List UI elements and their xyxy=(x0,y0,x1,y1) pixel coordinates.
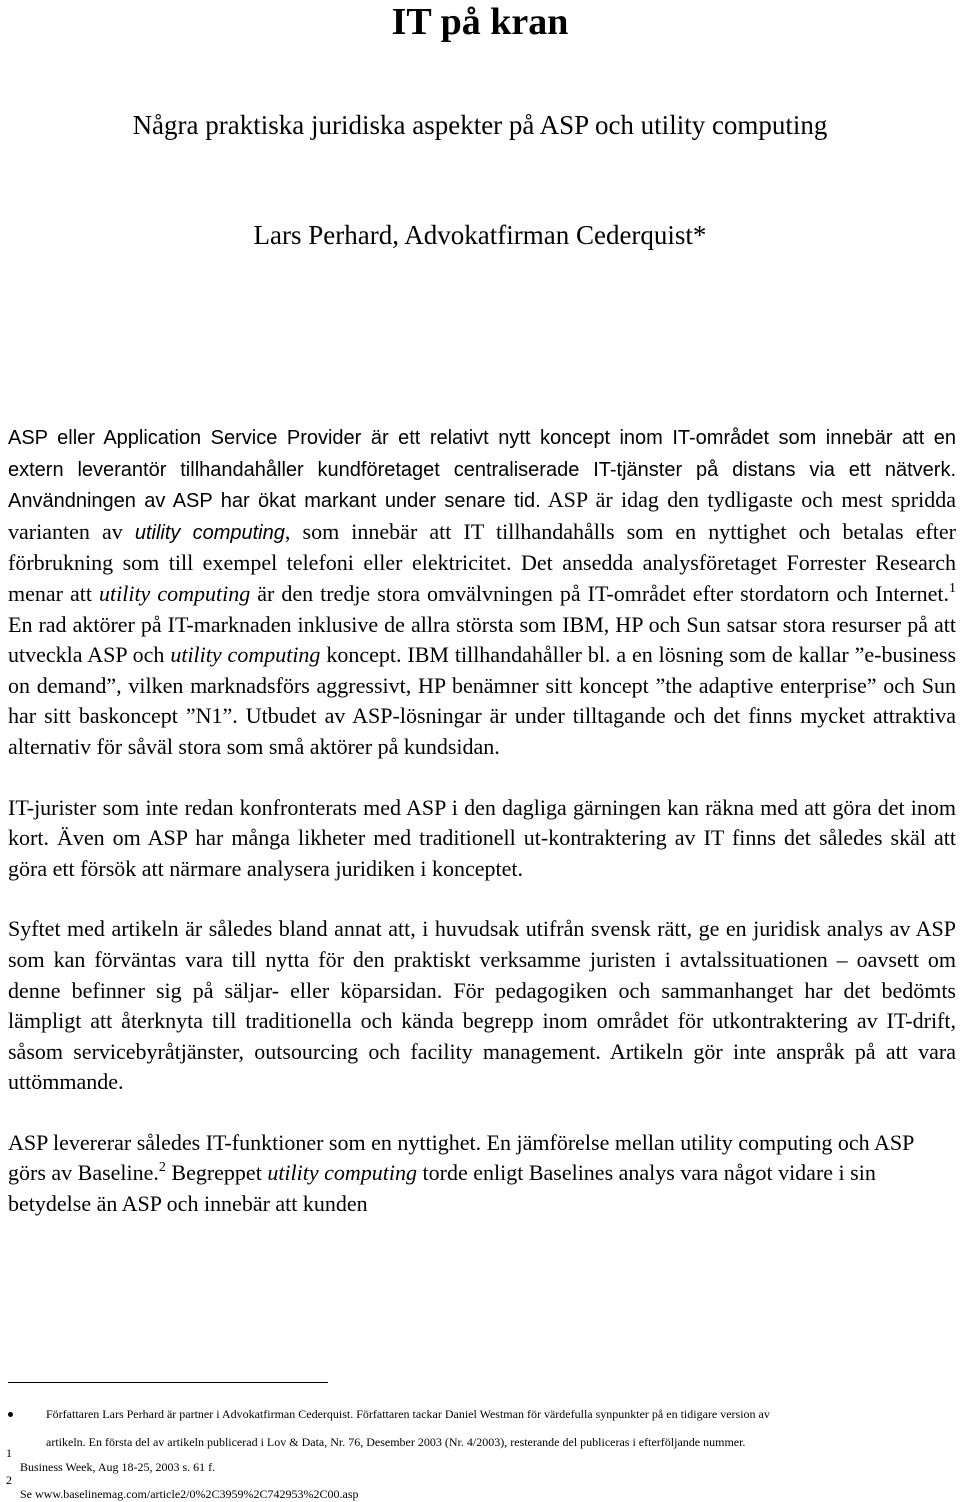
text-segment: är den tredje stora omvälvningen på IT-området efter stordatorn och Internet. xyxy=(257,580,950,606)
footnote-2: Se www.baselinemag.com/article2/0%2C3959%2C742953%2C00.asp xyxy=(20,1487,359,1501)
text-segment: Det ansedda analysföretaget Forrester Research menar att xyxy=(8,550,957,606)
emphasis-utility-computing: utility computing xyxy=(170,642,321,668)
article-author: Lars Perhard, Advokatfirman Cederquist* xyxy=(253,220,707,250)
text-segment: ASP är idag den tydligaste och mest spridda varianten av xyxy=(8,487,956,544)
paragraph-4 xyxy=(8,1128,956,1220)
text-segment: Begreppet xyxy=(171,1160,262,1186)
author-footnote-line-2: artikeln. En första del av artikeln publicerad i Lov & Data, Nr. 76, Desember 2003 (Nr. 4/2003), resterande del publiceras i efterföljande nummer. xyxy=(46,1435,746,1449)
footnote-1: Business Week, Aug 18-25, 2003 s. 61 f. xyxy=(20,1460,216,1474)
bullet-icon xyxy=(8,1412,13,1417)
article-title: IT på kran xyxy=(391,1,569,43)
text-segment: ASP levererar således IT-funktioner som en nyttighet. En jämförelse mellan utility computing och ASP görs av Baseline. xyxy=(8,1129,914,1186)
footnote-number-2: 2 xyxy=(6,1473,12,1487)
text-segment: En rad aktörer på IT-marknaden inklusive de allra största som IBM, HP och Sun satsar stora resurser på att utveckla ASP och xyxy=(8,611,956,668)
article-body xyxy=(8,422,956,1220)
text-segment: koncept. IBM tillhandahåller bl. a en lösning som de kallar ”e-business on demand”, vilken marknadsförs aggressivt, HP benämner sitt koncept ”the adaptive enterprise” och Sun har sitt baskoncept ”N1”. Utbudet av ASP-lösningar är under tilltagande och det finns mycket attraktiva alternativ för såväl stora som små aktörer på kundsidan. xyxy=(8,642,956,759)
footnote-number-1: 1 xyxy=(6,1446,12,1460)
footnote-ref-1: 1 xyxy=(949,580,957,596)
paragraph-2: IT-jurister som inte redan konfronterats med ASP i den dagliga gärningen kan räkna med att göra det inom kort. Även om ASP har många likheter med traditionell ut-kontraktering av IT finns det således skäl att göra ett försök att närmare analysera juridiken i konceptet. xyxy=(8,794,956,881)
author-footnote-line-1: Författaren Lars Perhard är partner i Advokatfirman Cederquist. Författaren tackar Daniel Westman för värdefulla synpunkter på en tidigare version av xyxy=(46,1407,770,1421)
article-subtitle: Några praktiska juridiska aspekter på ASP och utility computing xyxy=(132,110,828,140)
footnote-ref-2: 2 xyxy=(158,1160,166,1176)
intro-sentences: ASP eller Application Service Provider är ett relativt nytt koncept inom IT-området som innebär att en extern leverantör tillhandahåller kundföretaget centraliserade IT-tjänster på distans via ett nätverk. Användningen av ASP har ökat markant under senare tid. xyxy=(8,427,956,513)
text-segment: , som innebär att IT tillhandahålls som en nyttighet och betalas efter förbrukning som till exempel telefoni eller elektricitet. xyxy=(8,518,957,576)
emphasis-utility-computing: utility computing xyxy=(267,1160,418,1186)
footnote-separator xyxy=(8,1382,328,1383)
paragraph-1 xyxy=(8,422,956,763)
text-segment: torde enligt Baselines analys vara något vidare i sin betydelse än ASP och innebär att kunden xyxy=(8,1160,876,1217)
emphasis-utility-computing: utility computing xyxy=(134,521,285,544)
emphasis-utility-computing: utility computing xyxy=(99,580,251,606)
paragraph-3: Syftet med artikeln är således bland annat att, i huvudsak utifrån svensk rätt, ge en juridisk analys av ASP som kan förväntas vara till nytta för den praktiskt verksamme juristen i avtalssituationen – oavsett om denne befinner sig på säljar- eller köparsidan. För pedagogiken och sammanhanget har det bedömts lämpligt att återknyta till traditionella och kända begrepp inom området för utkontraktering av IT-drift, såsom servicebyråtjänster, outsourcing och facility management. Artikeln gör inte anspråk på att vara uttömmande. xyxy=(8,916,956,1095)
